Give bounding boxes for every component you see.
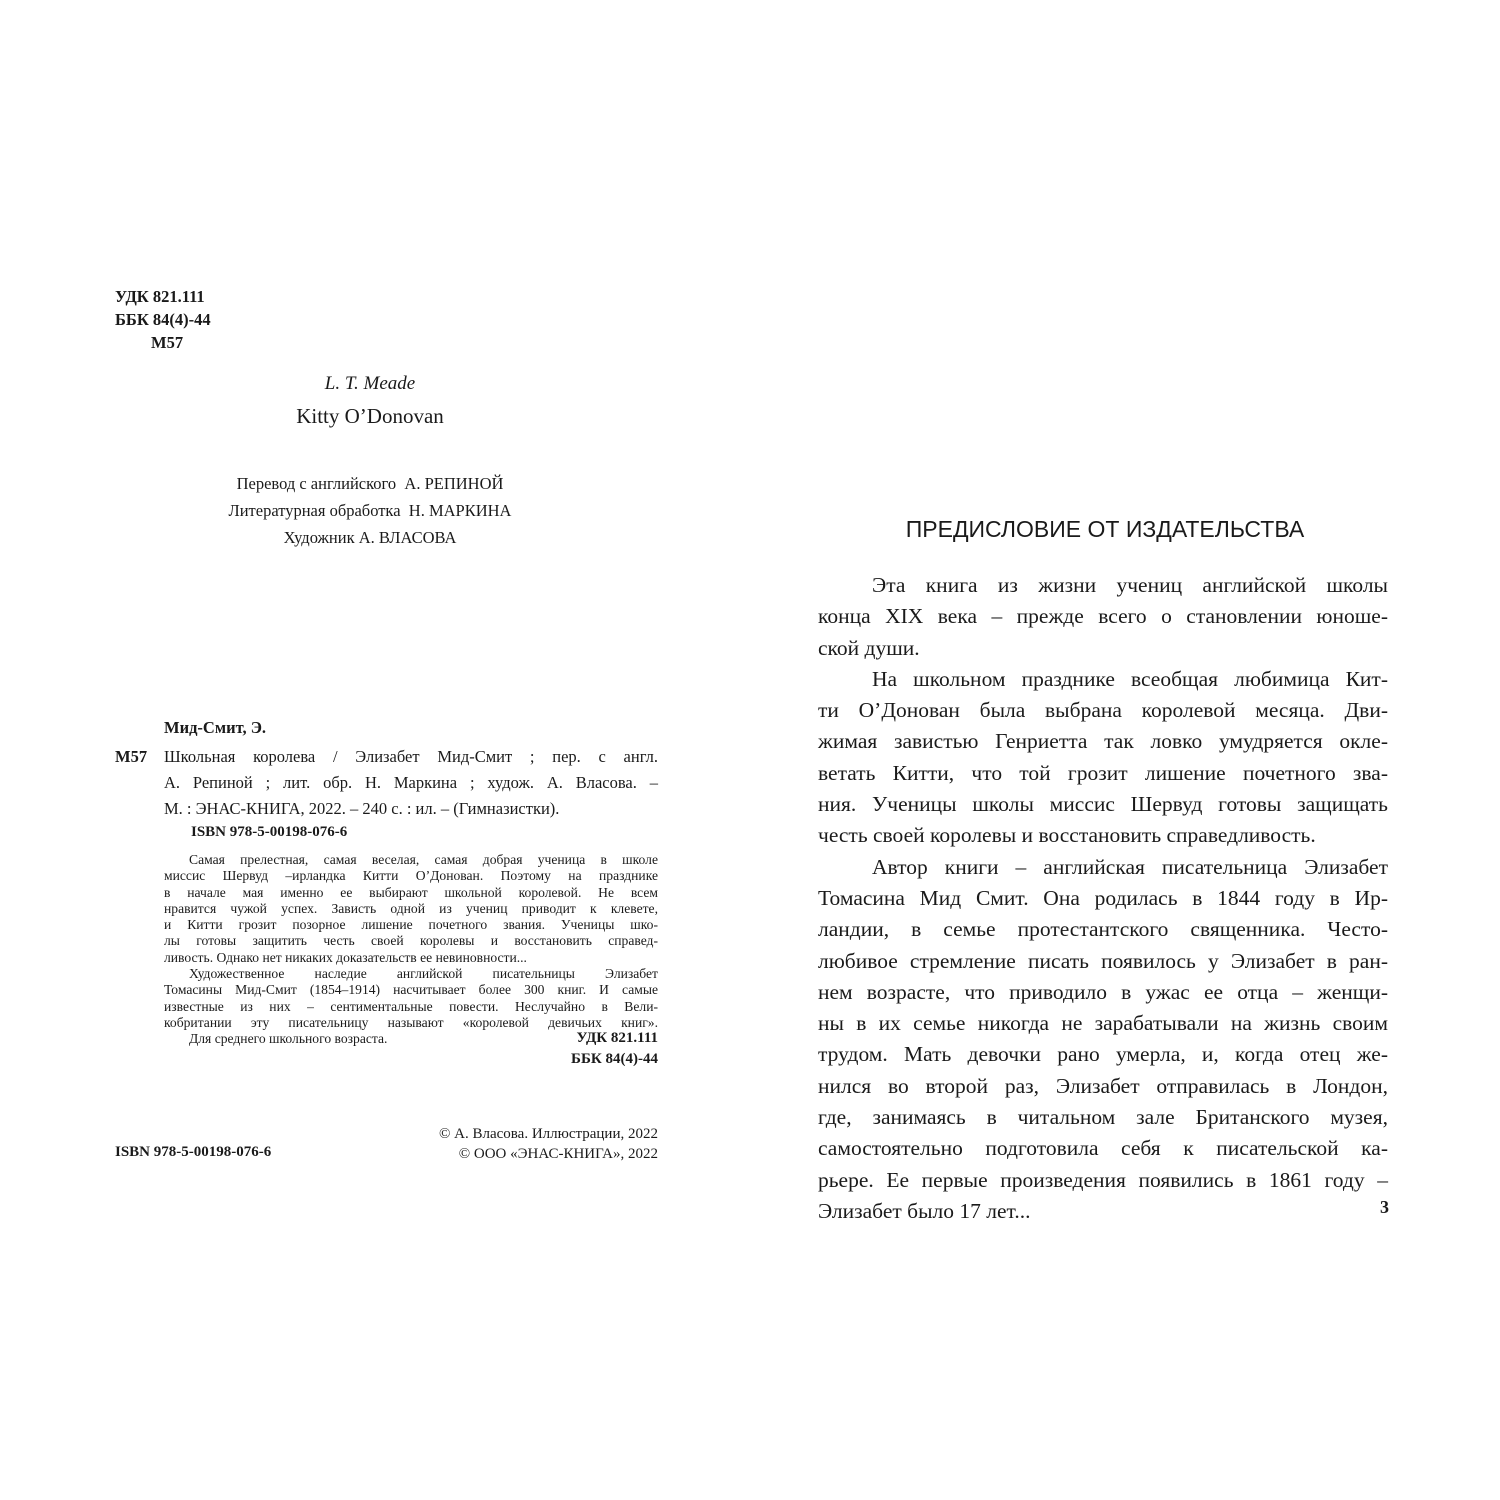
preface-line: нился во второй раз, Элизабет отправилась в Лондон, [818, 1073, 1388, 1098]
annotation-line: Для среднего школьного возраста. [189, 1031, 388, 1047]
catalog-description-line: Школьная королева / Элизабет Мид-Смит ; пер. с англ. [164, 747, 658, 766]
catalog-author-heading: Мид-Смит, Э. [164, 718, 267, 737]
preface-line: самостоятельно подготовила себя к писательской ка- [818, 1136, 1388, 1161]
catalog-bbk: ББК 84(4)-44 [571, 1051, 658, 1067]
original-author: L. T. Meade [324, 373, 416, 394]
preface-line: Томасина Мид Смит. Она родилась в 1844 году в Ир- [818, 885, 1388, 910]
catalog-isbn: ISBN 978-5-00198-076-6 [191, 824, 348, 840]
original-title: Kitty O’Donovan [296, 404, 444, 428]
catalog-codes [571, 1028, 658, 1070]
preface-line: честь своей королевы и восстановить справедливость. [818, 823, 1316, 848]
catalog-description-line: М. : ЭНАС-КНИГА, 2022. – 240 с. : ил. – (Гимназистки). [164, 799, 560, 818]
preface-line: ны в их семье никогда не зарабатывали на жизнь своим [818, 1011, 1388, 1036]
editor-credit: Литературная обработка Н. МАРКИНА [228, 501, 512, 520]
preface-line: Эта книга из жизни учениц английской школы [872, 573, 1388, 597]
annotation-line: нравится чужой успех. Зависть одной из учениц приводит к клевете, [164, 900, 658, 916]
preface-line: Элизабет было 17 лет... [818, 1198, 1031, 1223]
annotation-line: лы готовы защитить честь своей королевы и восстановить справед- [164, 933, 658, 949]
udk-code: УДК 821.111 [115, 287, 205, 306]
catalog-description-line: А. Репиной ; лит. обр. Н. Маркина ; худож. А. Власова. – [164, 773, 658, 792]
annotation-line: и Китти грозит позорное лишение почетного звания. Ученицы шко- [164, 917, 658, 933]
bbk-code: ББК 84(4)-44 [115, 310, 211, 329]
preface-line: Автор книги – английская писательница Элизабет [872, 854, 1388, 879]
preface-line: На школьном празднике всеобщая любимица Кит- [872, 666, 1388, 691]
preface-line: конца XIX века – прежде всего о становлении юноше- [818, 604, 1388, 629]
preface-line: рьере. Ее первые произведения появились в 1861 году – [818, 1167, 1388, 1192]
illustrator-credit: Художник А. ВЛАСОВА [283, 528, 457, 547]
preface-line: ния. Ученицы школы миссис Шервуд готовы защищать [818, 792, 1388, 817]
classification-codes [115, 285, 211, 354]
author-mark: М57 [151, 333, 184, 352]
page-number: 3 [1380, 1197, 1389, 1217]
preface-line: нем возрасте, что приводило в ужас ее отца – женщи- [818, 979, 1388, 1004]
copyright-notice [439, 1124, 658, 1164]
preface-line: ветать Китти, что той грозит лишение почетного зва- [818, 760, 1388, 785]
copyright-line: © ООО «ЭНАС-КНИГА», 2022 [458, 1146, 658, 1162]
isbn-bottom: ISBN 978-5-00198-076-6 [115, 1144, 272, 1160]
preface-line: ландии, в семье протестантского священника. Често- [818, 917, 1388, 942]
annotation-line: Томасины Мид-Смит (1854–1914) насчитывает более 300 книг. И самые [164, 982, 658, 998]
annotation-line: известные из них – сентиментальные повести. Неслучайно в Вели- [164, 998, 658, 1014]
annotation-line: ливость. Однако нет никаких доказательств ее невиновности... [164, 949, 527, 965]
credits [150, 470, 590, 551]
copyright-line: © А. Власова. Иллюстрации, 2022 [439, 1126, 658, 1142]
catalog-author-mark: М57 [115, 747, 148, 766]
catalog-annotation [164, 852, 658, 1048]
annotation-line: кобритании эту писательницу называют «королевой девичьих книг». [164, 1014, 658, 1030]
annotation-line: миссис Шервуд –ирландка Китти О’Донован. Поэтому на празднике [164, 868, 658, 884]
preface-line: ской души. [818, 635, 920, 660]
preface-line: где, занимаясь в читальном зале Британского музея, [818, 1105, 1388, 1130]
catalog-description [164, 744, 658, 822]
preface-title: ПРЕДИСЛОВИЕ ОТ ИЗДАТЕЛЬСТВА [905, 516, 1305, 542]
annotation-line: в начале мая именно ее выбирают школьной королевой. Не всем [164, 884, 658, 900]
preface-line: трудом. Мать девочки рано умерла, и, когда отец же- [818, 1042, 1388, 1067]
catalog-udk: УДК 821.111 [576, 1030, 658, 1046]
preface-line: жимая завистью Генриетта так ловко умудряется окле- [818, 729, 1388, 754]
preface-line: ти О’Донован была выбрана королевой месяца. Дви- [818, 698, 1388, 723]
preface-line: любивое стремление писать появилось у Элизабет в ран- [818, 948, 1388, 973]
translator-credit: Перевод с английского А. РЕПИНОЙ [236, 474, 504, 493]
preface-text [818, 570, 1388, 1227]
annotation-line: Самая прелестная, самая веселая, самая добрая ученица в школе [189, 852, 658, 867]
annotation-line: Художественное наследие английской писательницы Элизабет [189, 966, 658, 982]
